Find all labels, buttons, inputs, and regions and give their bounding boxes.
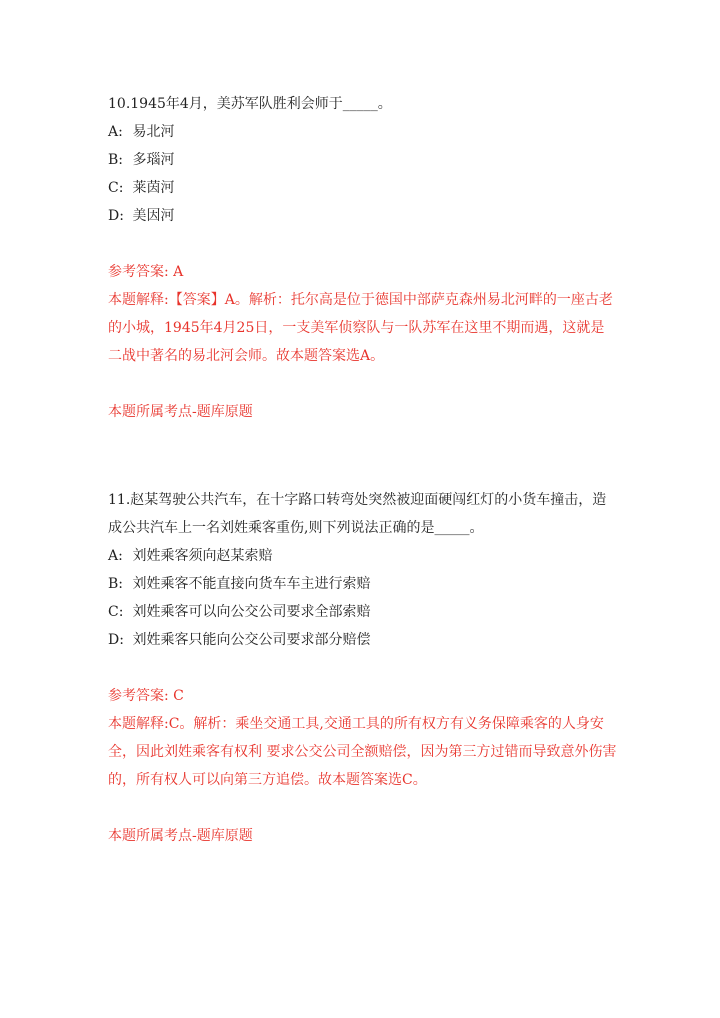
option-text: 易北河 bbox=[132, 124, 175, 140]
option-text: 莱茵河 bbox=[132, 180, 175, 196]
option-list bbox=[108, 542, 618, 654]
option-text: 刘姓乘客只能向公交公司要求部分赔偿 bbox=[132, 632, 371, 648]
option-a bbox=[108, 542, 618, 570]
option-text: 刘姓乘客不能直接向货车车主进行索赔 bbox=[132, 576, 371, 592]
option-c bbox=[108, 598, 618, 626]
option-list bbox=[108, 118, 618, 230]
question-source: 本题所属考点-题库原题 bbox=[108, 828, 253, 844]
question-source: 本题所属考点-题库原题 bbox=[108, 404, 253, 420]
option-d bbox=[108, 626, 618, 654]
option-key: D: bbox=[108, 208, 124, 224]
option-b bbox=[108, 570, 618, 598]
option-text: 刘姓乘客可以向公交公司要求全部索赔 bbox=[132, 604, 371, 620]
answer-analysis: 本题解释:【答案】A。解析：托尔高是位于德国中部萨克森州易北河畔的一座古老的小城，1945年4月25日，一支美军侦察队与一队苏军在这里不期而遇，这就是二战中著名的易北河会师。故本题答案选A。 bbox=[108, 292, 613, 364]
option-d bbox=[108, 202, 618, 230]
question-11 bbox=[108, 486, 618, 850]
option-text: 多瑙河 bbox=[132, 152, 175, 168]
reference-answer: 参考答案: A bbox=[108, 264, 184, 280]
question-stem: 10.1945年4月，美苏军队胜利会师于_____。 bbox=[108, 96, 392, 112]
option-key: C: bbox=[108, 604, 124, 620]
option-key: B: bbox=[108, 152, 124, 168]
option-c bbox=[108, 174, 618, 202]
option-key: D: bbox=[108, 632, 124, 648]
reference-answer: 参考答案: C bbox=[108, 688, 184, 704]
option-key: B: bbox=[108, 576, 124, 592]
answer-block bbox=[108, 682, 618, 794]
option-a bbox=[108, 118, 618, 146]
option-key: A: bbox=[108, 124, 123, 140]
question-10 bbox=[108, 90, 618, 426]
option-text: 美因河 bbox=[132, 208, 175, 224]
option-b bbox=[108, 146, 618, 174]
option-text: 刘姓乘客须向赵某索赔 bbox=[132, 548, 273, 564]
question-stem: 11.赵某驾驶公共汽车，在十字路口转弯处突然被迎面硬闯红灯的小货车撞击，造成公共汽车上一名刘姓乘客重伤,则下列说法正确的是_____。 bbox=[108, 492, 607, 536]
option-key: C: bbox=[108, 180, 124, 196]
answer-analysis: 本题解释:C。解析：乘坐交通工具,交通工具的所有权方有义务保障乘客的人身安全，因此刘姓乘客有权利 要求公交公司全额赔偿，因为第三方过错而导致意外伤害的，所有权人可以向第三方追偿。故本题答案选C。 bbox=[108, 716, 617, 788]
option-key: A: bbox=[108, 548, 123, 564]
answer-block bbox=[108, 258, 618, 370]
